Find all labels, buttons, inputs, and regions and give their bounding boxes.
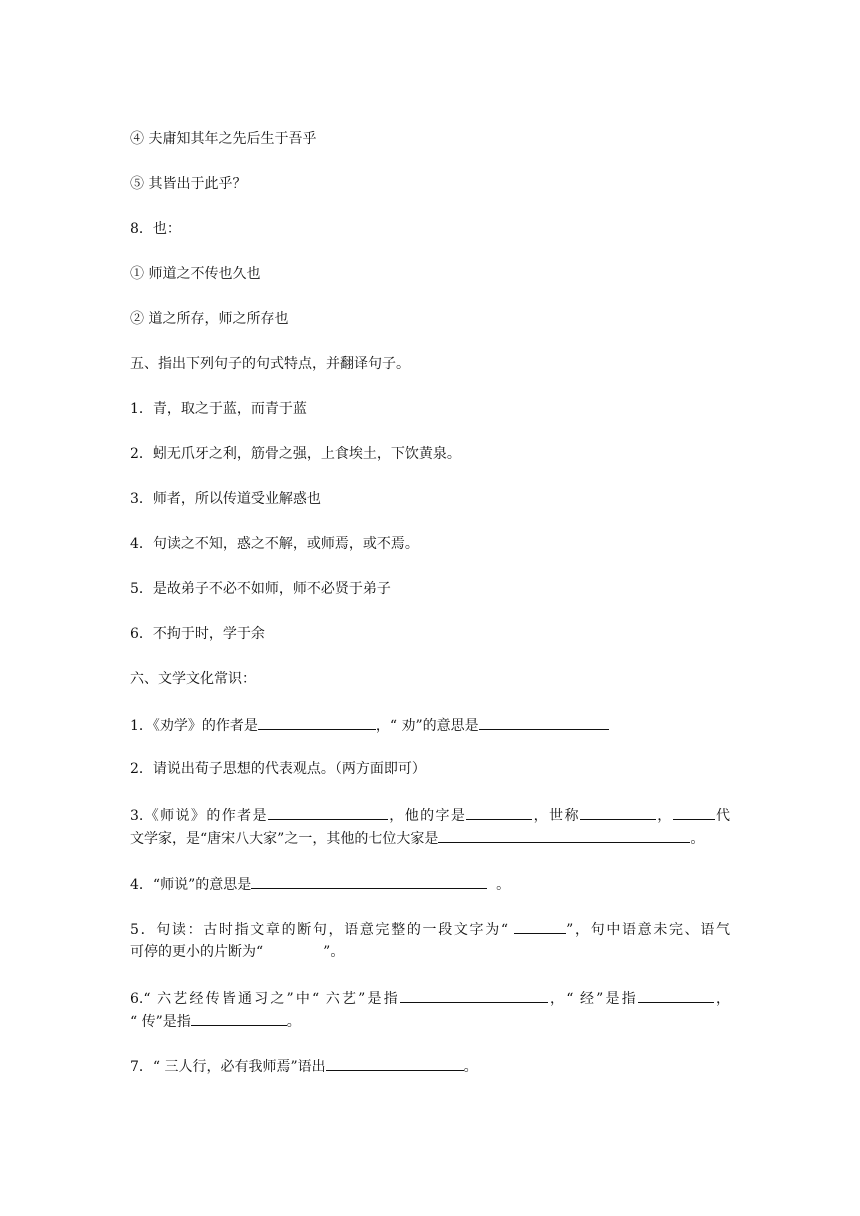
answer-blank[interactable] [580, 804, 656, 820]
answer-blank[interactable] [251, 873, 487, 889]
text-line: 4．句读之不知，惑之不解，或师焉，或不焉。 [130, 536, 419, 552]
question-6 [130, 987, 730, 1033]
question-text: 。 [463, 1059, 478, 1075]
question-text: 7．“ 三人行，必有我师焉”语出 [130, 1059, 326, 1075]
text-line: 5．是故弟子不必不如师，师不必贤于弟子 [130, 581, 391, 597]
answer-blank[interactable] [191, 1010, 287, 1026]
text-line: ① 师道之不传也久也 [130, 266, 261, 282]
question-text: ，“ 劝”的意思是 [375, 718, 479, 734]
answer-blank[interactable] [400, 987, 548, 1003]
question-text: ， [655, 808, 673, 824]
question-5-line-2 [130, 941, 730, 963]
question-7 [130, 1055, 478, 1077]
section-heading: 五、指出下列句子的句式特点，并翻译句子。 [130, 356, 410, 372]
question-3-line-2 [130, 827, 730, 850]
question-text: 。 [690, 831, 705, 847]
question-text: ”。 [323, 944, 345, 960]
question-6-line-2 [130, 1010, 730, 1033]
question-text: ，“ 经”是指 [547, 991, 638, 1007]
answer-blank[interactable] [438, 827, 690, 843]
question-5-line-1 [130, 918, 730, 941]
question-text: 4．“师说”的意思是 [130, 877, 252, 893]
answer-blank[interactable] [258, 714, 376, 730]
question-text: ”，句中语意未完、语气 [566, 922, 730, 938]
question-text: ， [713, 991, 731, 1007]
question-text: ，世称 [532, 808, 580, 824]
question-text: “ 传”是指 [130, 1014, 191, 1030]
answer-blank[interactable] [514, 918, 566, 934]
answer-blank[interactable] [673, 804, 715, 820]
text-line: ② 道之所存，师之所存也 [130, 311, 289, 327]
question-3-line-1 [130, 804, 730, 827]
question-2: 2．请说出荀子思想的代表观点。（两方面即可） [130, 761, 426, 777]
question-6-line-1 [130, 987, 730, 1010]
section-heading: 六、文学文化常识： [130, 671, 256, 687]
question-3 [130, 804, 730, 850]
question-1 [130, 714, 609, 736]
question-text: 可停的更小的片断为“ [130, 944, 264, 960]
question-text: 文学家，是“唐宋八大家”之一，其他的七位大家是 [130, 831, 439, 847]
text-line: ⑤ 其皆出于此乎？ [130, 176, 247, 192]
text-line: 8．也： [130, 221, 181, 237]
answer-blank[interactable] [466, 804, 532, 820]
question-text: 5．句读：古时指文章的断句，语意完整的一段文字为“ [130, 922, 509, 938]
question-4 [130, 873, 510, 895]
text-line: 1．青，取之于蓝，而青于蓝 [130, 401, 307, 417]
answer-blank[interactable] [263, 941, 323, 956]
answer-blank[interactable] [638, 987, 714, 1003]
text-line: 3．师者，所以传道受业解惑也 [130, 491, 321, 507]
question-text: 1．《劝学》的作者是 [130, 718, 258, 734]
question-text: 。 [286, 1014, 301, 1030]
answer-blank[interactable] [479, 714, 609, 730]
question-text: 代 [714, 808, 731, 824]
question-text: 3.《师说》的作者是 [130, 808, 268, 824]
text-line: 2．蚓无爪牙之利，筋骨之强，上食埃土，下饮黄泉。 [130, 446, 461, 462]
answer-blank[interactable] [268, 804, 388, 820]
question-text: 。 [496, 877, 511, 893]
question-5 [130, 918, 730, 963]
text-line: 6．不拘于时，学于余 [130, 626, 265, 642]
text-line: ④ 夫庸知其年之先后生于吾乎 [130, 131, 317, 147]
question-text: ，他的字是 [387, 808, 467, 824]
answer-blank[interactable] [326, 1055, 464, 1071]
question-text: 6.“ 六艺经传皆通习之”中“ 六艺”是指 [130, 991, 400, 1007]
